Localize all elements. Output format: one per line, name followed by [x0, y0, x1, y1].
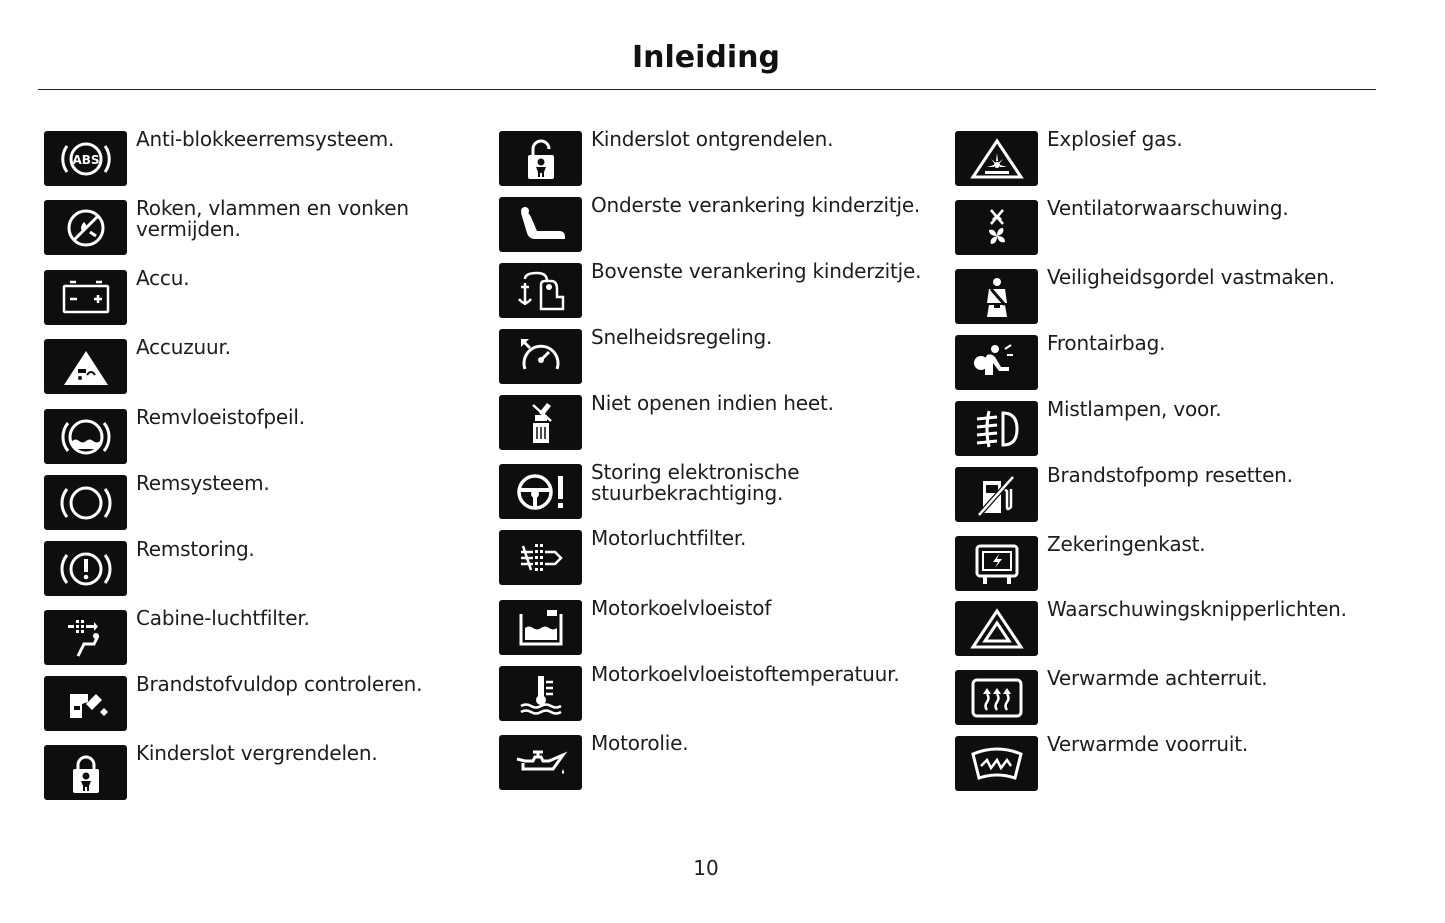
- lower-child-seat-anchor-icon: [499, 197, 582, 252]
- symbol-label: Motorkoelvloeistoftemperatuur.: [591, 662, 900, 686]
- page-number: 10: [693, 856, 719, 880]
- symbol-label: Storing elektronische stuurbekrachtiging.: [591, 460, 800, 505]
- engine-air-filter-icon: [499, 530, 582, 585]
- symbol-label: Snelheidsregeling.: [591, 325, 773, 349]
- symbol-label: Accuzuur.: [136, 335, 231, 359]
- speed-control-icon: [499, 329, 582, 384]
- seatbelt-icon: [955, 269, 1038, 324]
- battery-icon: [44, 270, 127, 325]
- brake-system-icon: [44, 475, 127, 530]
- engine-oil-icon: [499, 735, 582, 790]
- symbol-label: Frontairbag.: [1047, 331, 1166, 355]
- battery-acid-warning-icon: [44, 339, 127, 394]
- symbol-label: Motorkoelvloeistof: [591, 596, 772, 620]
- symbol-label: Brandstofpomp resetten.: [1047, 463, 1293, 487]
- child-lock-unlocked-icon: [499, 131, 582, 186]
- heated-rear-window-icon: [955, 670, 1038, 725]
- cabin-air-filter-icon: [44, 610, 127, 665]
- brake-fluid-level-icon: [44, 409, 127, 464]
- symbol-label: Anti-blokkeerremsysteem.: [136, 127, 395, 151]
- title-divider: [38, 89, 1376, 90]
- electronic-steering-lock-fault-icon: [499, 464, 582, 519]
- fuse-box-icon: [955, 536, 1038, 591]
- fuel-pump-reset-icon: [955, 467, 1038, 522]
- symbol-label: Brandstofvuldop controleren.: [136, 672, 423, 696]
- front-fog-lamps-icon: [955, 401, 1038, 456]
- symbol-label: Ventilatorwaarschuwing.: [1047, 196, 1289, 220]
- symbol-label: Waarschuwingsknipperlichten.: [1047, 597, 1347, 621]
- symbol-label: Verwarmde achterruit.: [1047, 666, 1268, 690]
- symbol-label: Verwarmde voorruit.: [1047, 732, 1249, 756]
- symbol-label: Accu.: [136, 266, 190, 290]
- brake-fault-icon: [44, 541, 127, 596]
- symbol-label: Kinderslot vergrendelen.: [136, 741, 378, 765]
- symbol-label: Onderste verankering kinderzitje.: [591, 193, 921, 217]
- heated-windshield-icon: [955, 736, 1038, 791]
- svg-text:ABS: ABS: [71, 152, 100, 167]
- page-title: Inleiding: [631, 40, 781, 75]
- fan-warning-icon: [955, 200, 1038, 255]
- abs-icon: [44, 131, 127, 186]
- hazard-flashers-icon: [955, 601, 1038, 656]
- upper-child-seat-tether-icon: [499, 263, 582, 318]
- symbol-label: Motorolie.: [591, 731, 689, 755]
- symbol-label: Motorluchtfilter.: [591, 526, 747, 550]
- symbol-label: Roken, vlammen en vonken vermijden.: [136, 196, 409, 241]
- symbol-label: Bovenste verankering kinderzitje.: [591, 259, 922, 283]
- symbol-label: Cabine-luchtfilter.: [136, 606, 310, 630]
- front-airbag-icon: [955, 335, 1038, 390]
- symbol-label: Remstoring.: [136, 537, 255, 561]
- symbol-label: Niet openen indien heet.: [591, 391, 834, 415]
- child-lock-locked-icon: [44, 745, 127, 800]
- symbol-label: Veiligheidsgordel vastmaken.: [1047, 265, 1335, 289]
- symbol-label: Remsysteem.: [136, 471, 270, 495]
- do-not-open-when-hot-icon: [499, 395, 582, 450]
- engine-coolant-temperature-icon: [499, 666, 582, 721]
- symbol-label: Explosief gas.: [1047, 127, 1183, 151]
- explosive-gas-icon: [955, 131, 1038, 186]
- engine-coolant-icon: [499, 600, 582, 655]
- no-smoking-flames-icon: [44, 200, 127, 255]
- symbol-label: Zekeringenkast.: [1047, 532, 1206, 556]
- fuel-cap-check-icon: [44, 676, 127, 731]
- symbol-label: Kinderslot ontgrendelen.: [591, 127, 834, 151]
- symbol-label: Mistlampen, voor.: [1047, 397, 1222, 421]
- symbol-label: Remvloeistofpeil.: [136, 405, 305, 429]
